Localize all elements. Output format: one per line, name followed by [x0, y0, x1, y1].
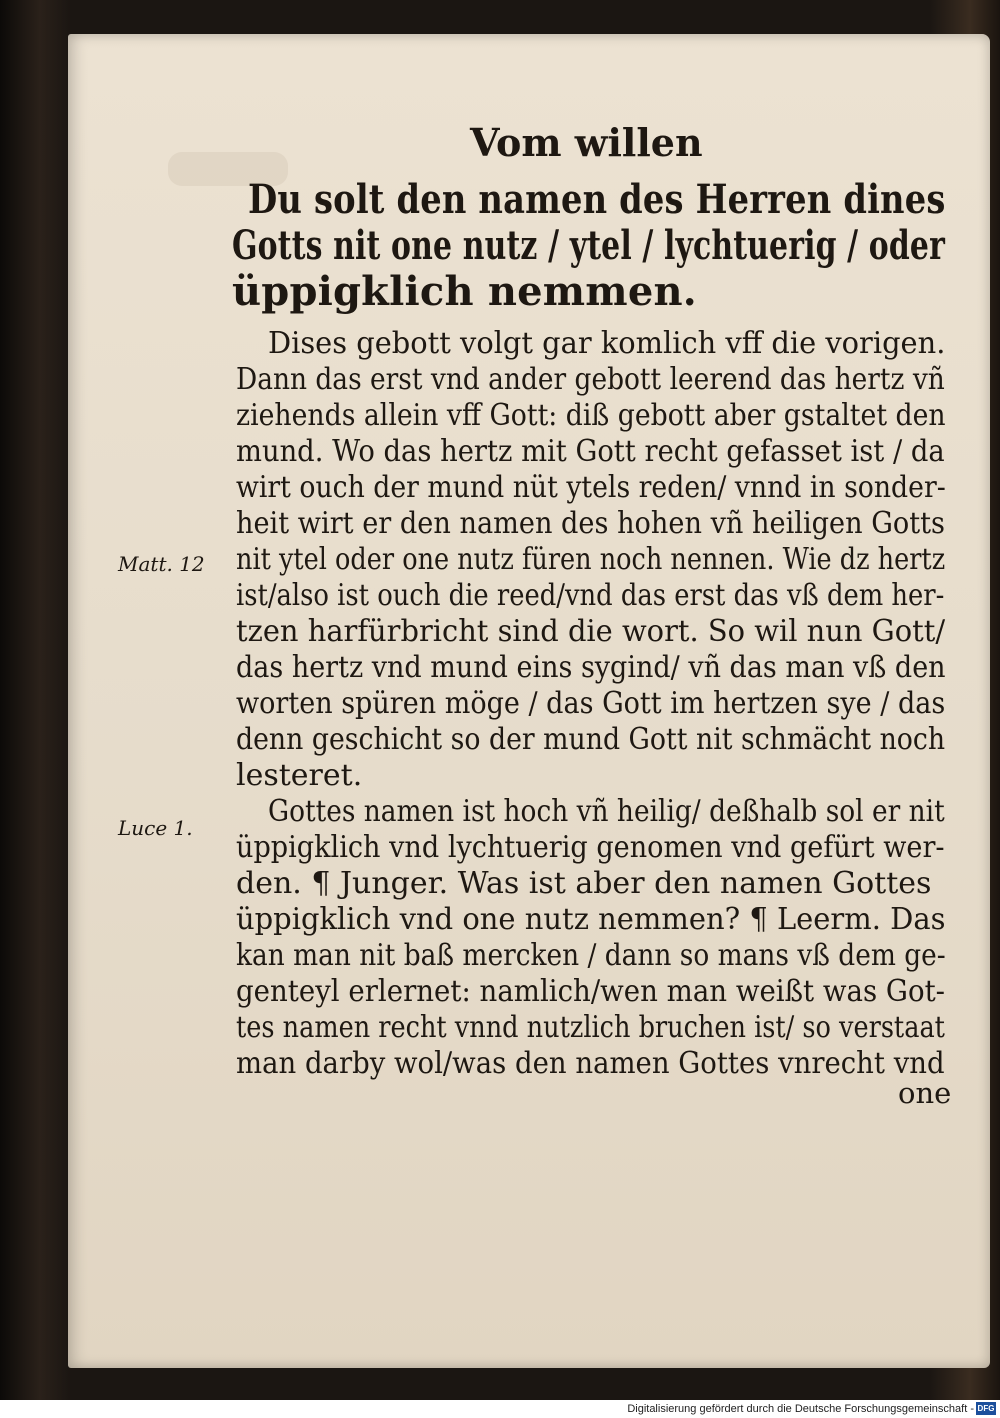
- body-line: Dann das erst vnd ander gebott leerend das hertz vñ: [236, 362, 945, 397]
- body-line: wirt ouch der mund nüt ytels reden/ vnnd in sonder-: [236, 470, 946, 505]
- running-head: Vom willen: [470, 120, 703, 165]
- body-line: ist/also ist ouch die reed/vnd das erst das vß dem her-: [236, 578, 945, 613]
- body-line: man darby wol/was den namen Gottes vnrecht vnd: [236, 1046, 945, 1081]
- digitization-footer: [0, 1400, 1000, 1418]
- body-line: nit ytel oder one nutz füren noch nennen. Wie dz hertz: [236, 542, 946, 577]
- body-line: denn geschicht so der mund Gott nit schmächt noch: [236, 722, 946, 757]
- body-line: ziehends allein vff Gott: diß gebott aber gstaltet den: [236, 398, 946, 433]
- body-line: Dises gebott volgt gar komlich vff die vorigen.: [268, 326, 946, 361]
- body-line: tzen harfürbricht sind die wort. So wil nun Gott/: [236, 614, 946, 649]
- body-line: genteyl erlernet: namlich/wen man weißt was Got-: [236, 974, 946, 1009]
- body-line: worten spüren möge / das Gott im hertzen sye / das: [236, 686, 946, 721]
- margin-note-matthew: Matt. 12: [118, 552, 205, 576]
- footer-credit: Digitalisierung gefördert durch die Deutsche Forschungsgemeinschaft -: [627, 1403, 974, 1415]
- dfg-logo-icon: DFG: [977, 1404, 995, 1413]
- body-line: Gottes namen ist hoch vñ heilig/ deßhalb sol er nit: [268, 794, 945, 829]
- body-line: tes namen recht vnnd nutzlich bruchen ist/ so verstaat: [236, 1010, 945, 1045]
- body-line: den. ¶ Junger. Was ist aber den namen Gottes: [236, 866, 932, 901]
- margin-note-luke: Luce 1.: [118, 816, 193, 840]
- body-line: mund. Wo das hertz mit Gott recht gefasset ist / da: [236, 434, 945, 469]
- body-line: üppigklich vnd one nutz nemmen? ¶ Leerm. Das: [236, 902, 946, 937]
- commandment-line-1: Du solt den namen des Herren dines: [248, 176, 946, 223]
- commandment-line-3: üppigklich nemmen.: [232, 268, 697, 315]
- body-line: das hertz vnd mund eins sygind/ vñ das man vß den: [236, 650, 946, 685]
- body-line: heit wirt er den namen des hohen vñ heiligen Gotts: [236, 506, 945, 541]
- body-line: üppigklich vnd lychtuerig genomen vnd gefürt wer-: [236, 830, 945, 865]
- body-line: lesteret.: [236, 758, 363, 793]
- commandment-line-2: Gotts nit one nutz / ytel / lychtuerig / oder: [232, 222, 945, 269]
- body-line: kan man nit baß mercken / dann so mans vß dem ge-: [236, 938, 946, 973]
- catchword: one: [898, 1076, 952, 1110]
